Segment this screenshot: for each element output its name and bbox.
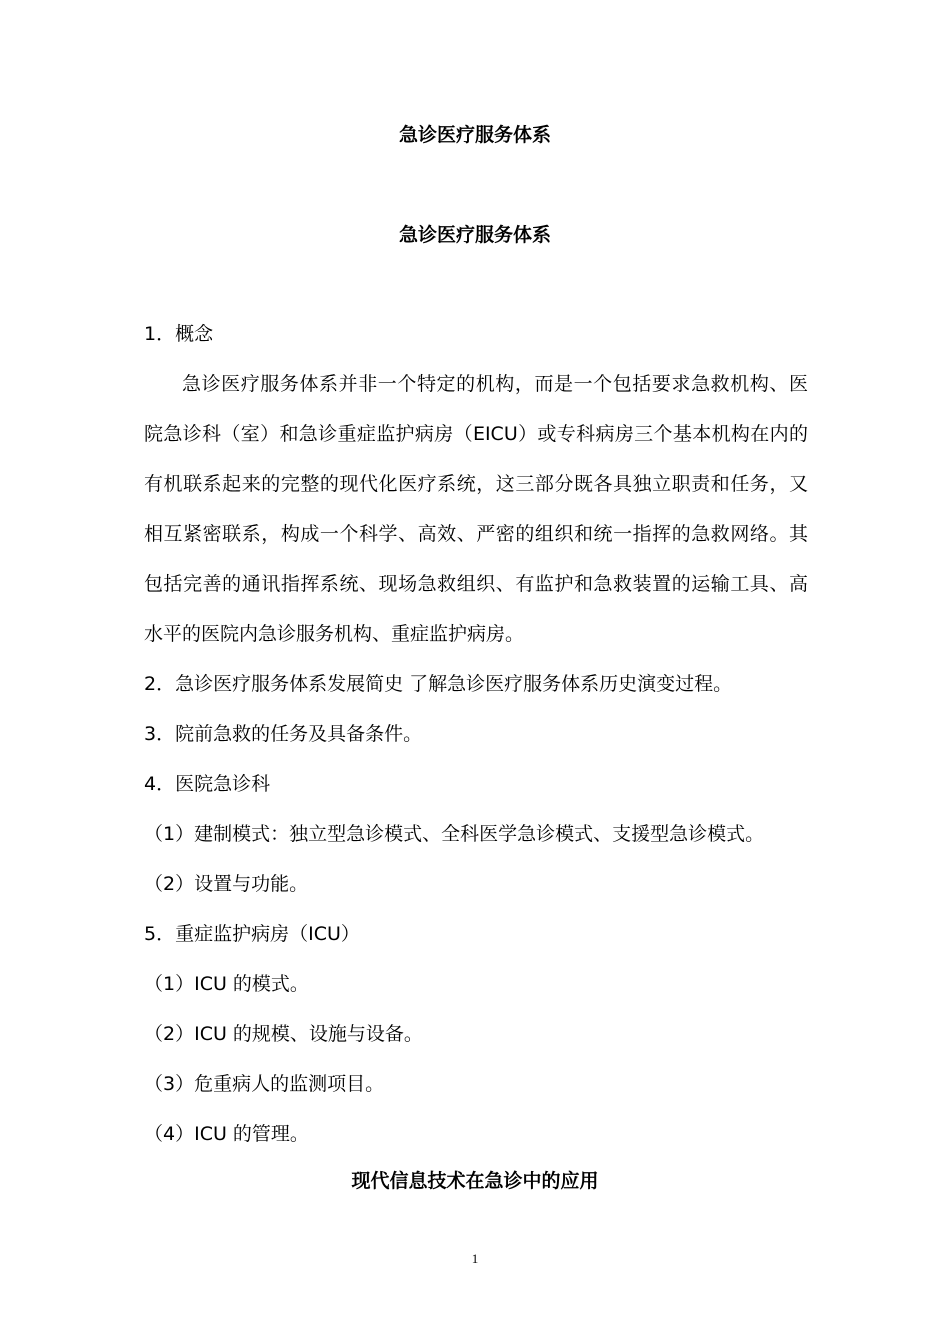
concept-paragraph: 急诊医疗服务体系并非一个特定的机构，而是一个包括要求急救机构、医院急诊科（室）和急诊重症监护病房（EICU）或专科病房三个基本机构在内的有机联系起来的完整的现代化医疗系统，这三部分既各具独立职责和任务，又相互紧密联系，构成一个科学、高效、严密的组织和统一指挥的急救网络。其包括完善的通讯指挥系统、现场急救组织、有监护和急救装置的运输工具、高水平的医院内急诊服务机构、重症监护病房。 [144,373,808,645]
history-item: 2．急诊医疗服务体系发展简史 了解急诊医疗服务体系历史演变过程。 [144,673,733,695]
concept-heading: 1．概念 [144,323,214,345]
icu-item-3: （3）危重病人的监测项目。 [144,1073,385,1095]
er-item-2: （2）设置与功能。 [144,873,309,895]
section-title: 急诊医疗服务体系 [398,224,551,246]
er-item-1: （1）建制模式：独立型急诊模式、全科医学急诊模式、支援型急诊模式。 [144,823,765,845]
prehospital-item: 3．院前急救的任务及具备条件。 [144,723,423,745]
er-heading: 4．医院急诊科 [144,773,271,795]
icu-item-1: （1）ICU 的模式。 [144,973,309,995]
next-section-title: 现代信息技术在急诊中的应用 [351,1170,599,1192]
icu-item-4: （4）ICU 的管理。 [144,1123,309,1145]
page-number: 1 [471,1251,479,1266]
icu-heading: 5．重症监护病房（ICU） [144,923,360,945]
icu-item-2: （2）ICU 的规模、设施与设备。 [144,1023,423,1045]
document-title: 急诊医疗服务体系 [398,124,551,146]
document-body [144,309,808,1159]
